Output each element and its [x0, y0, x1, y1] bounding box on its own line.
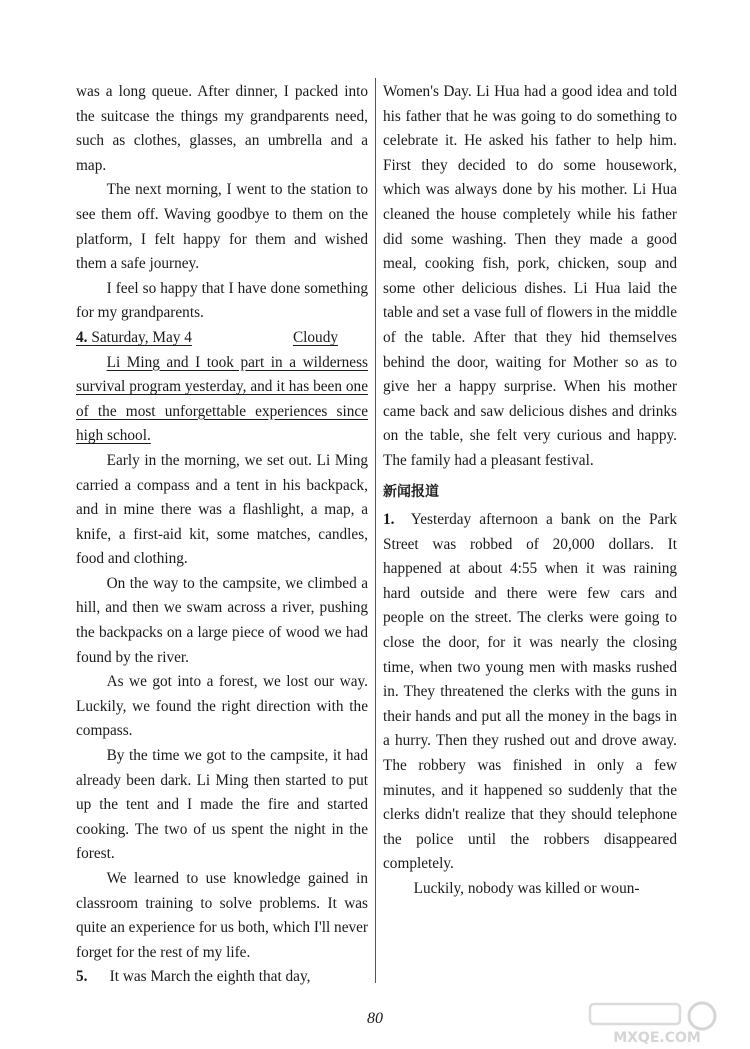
section-title: 新闻报道: [383, 483, 439, 500]
paragraph: I feel so happy that I have done something for my grandparents.: [76, 279, 368, 322]
paragraph: By the time we got to the campsite, it had already been dark. Li Ming then started to put up the tent and I made the fire and started cooking. The two of us spent the night in the forest.: [76, 747, 368, 863]
paragraph: Luckily, nobody was killed or woun-: [413, 880, 640, 897]
watermark-text: MXQE.COM: [613, 1030, 701, 1046]
page-number: 80: [367, 1010, 383, 1027]
diary-date-line: [76, 326, 192, 351]
paragraph: was a long queue. After dinner, I packed into the suitcase the things my grandparents need, such as clothes, glasses, an umbrella and a map.: [76, 83, 368, 174]
paragraph: Women's Day. Li Hua had a good idea and told his father that he was going to do something to celebrate it. He asked his father to help him. First they decided to do some housework, which was always done by his mother. Li Hua cleaned the house completely while his father did some washing. Then they made a good meal, cooking fish, pork, chicken, soup and some other delicious dishes. Li Hua laid the table and set a vase full of flowers in the middle of the table. After that they hid themselves behind the door, waiting for Mother so as to give her a happy surprise. When his mother came back and saw delicious dishes and drinks on the table, she felt very curious and happy. The family had a pleasant festival.: [383, 83, 677, 469]
diary-weather: Cloudy: [292, 328, 338, 346]
news-paragraph: 1. Yesterday afternoon a bank on the Park Street was robbed of 20,000 dollars. It happened at about 4:55 when it was raining hard outside and there were few cars and people on the street. The clerks were going to close the door, for it was nearly the closing time, when two young men with masks rushed in. They threatened the clerks with the guns in their hands and put all the money in the bags in a hurry. Then they rushed out and drove away. The robbery was finished in only a few minutes, and it happened so suddenly that the clerks didn't realize that they should telephone the police until the robbers disappeared completely.: [383, 511, 677, 873]
underlined-intro: Li Ming and I took part in a wilderness survival program yesterday, and it has been one of the most unforgettable experiences since high school.: [76, 353, 368, 445]
paragraph: Early in the morning, we set out. Li Ming carried a compass and a tent in his backpack, and in mine there was a flashlight, a map, a knife, a first-aid kit, some matches, candles, food and clothing.: [76, 451, 368, 568]
watermark-logo: [582, 1000, 732, 1046]
item-number: 4.: [76, 328, 88, 346]
item5-start: [76, 965, 368, 990]
paragraph: The next morning, I went to the station to see them off. Waving goodbye to them on the platform, I felt happy for them and wished them a safe journey.: [76, 181, 368, 273]
item-number: 5.: [76, 968, 88, 986]
paragraph: We learned to use knowledge gained in classroom training to solve problems. It was quite an experience for us both, which I'll never forget for the rest of my life.: [76, 870, 369, 961]
column-divider: [375, 78, 376, 983]
item-number: 1.: [383, 511, 395, 529]
paragraph: As we got into a forest, we lost our way. Luckily, we found the right direction with the compass.: [76, 673, 368, 740]
item5-text: It was March the eighth that day,: [109, 968, 311, 986]
paragraph: On the way to the campsite, we climbed a hill, and then we swam across a river, pushing the backpacks on a large piece of wood we had found by the river.: [76, 574, 368, 666]
right-column: [383, 80, 677, 902]
left-column: [76, 80, 368, 990]
diary-date: Saturday, May 4: [91, 328, 192, 346]
diary-header: [76, 326, 368, 351]
